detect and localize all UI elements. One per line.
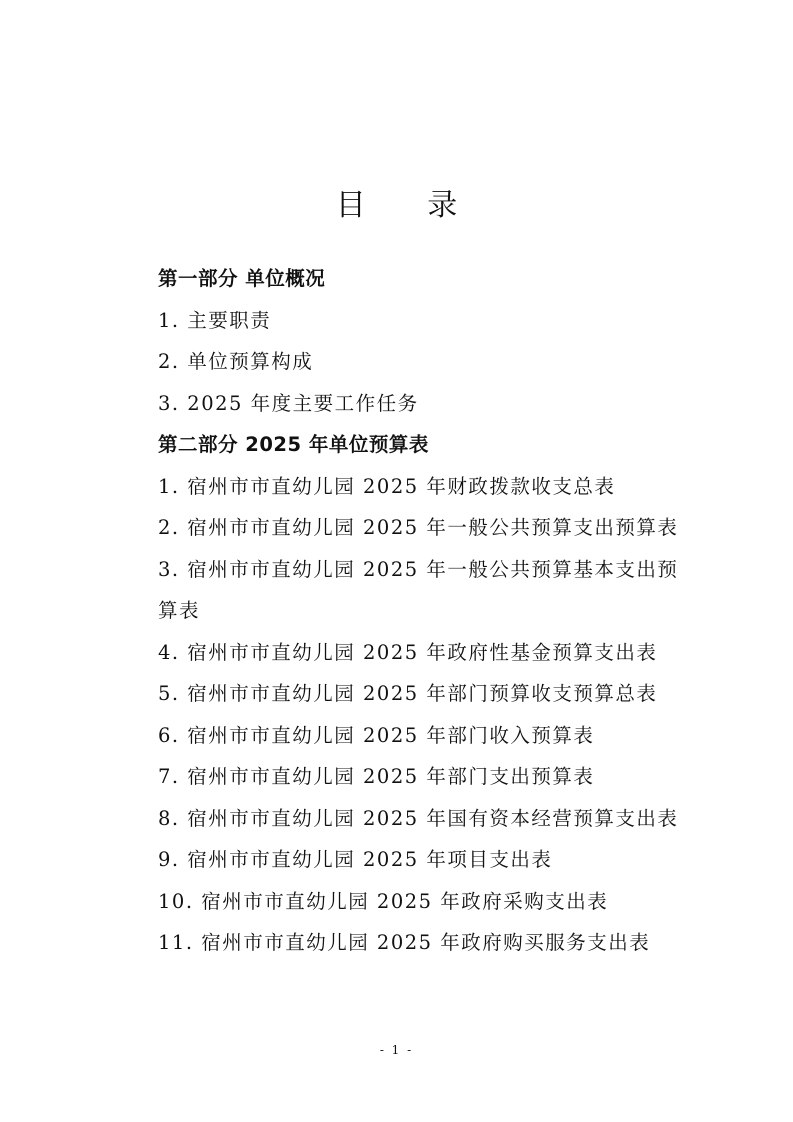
toc-item-budget-composition[interactable]: 2. 单位预算构成 (158, 350, 314, 373)
toc-item-department-budget-summary[interactable]: 5. 宿州市市直幼儿园 2025 年部门预算收支预算总表 (158, 682, 658, 705)
toc-item-fiscal-revenue-expenditure[interactable]: 1. 宿州市市直幼儿园 2025 年财政拨款收支总表 (158, 474, 616, 498)
toc-item-department-revenue[interactable]: 6. 宿州市市直幼儿园 2025 年部门收入预算表 (158, 723, 595, 747)
toc-item-general-public-expenditure[interactable]: 2. 宿州市市直幼儿园 2025 年一般公共预算支出预算表 (158, 516, 679, 539)
toc-item-general-public-basic-expenditure[interactable]: 3. 宿州市市直幼儿园 2025 年一般公共预算基本支出预算表 (158, 557, 679, 622)
toc-part2-heading[interactable]: 第二部分 2025 年单位预算表 (158, 433, 429, 456)
page-title: 目 录 (335, 188, 484, 223)
toc-item-government-procurement[interactable]: 10. 宿州市市直幼儿园 2025 年政府采购支出表 (158, 889, 609, 913)
toc-item-main-tasks[interactable]: 3. 2025 年度主要工作任务 (158, 391, 419, 415)
toc-item-project-expenditure[interactable]: 9. 宿州市市直幼儿园 2025 年项目支出表 (158, 848, 553, 871)
toc-item-duties[interactable]: 1. 主要职责 (158, 308, 272, 332)
toc-item-government-purchased-services[interactable]: 11. 宿州市市直幼儿园 2025 年政府购买服务支出表 (158, 931, 651, 954)
page-number: - 1 - (379, 1043, 414, 1057)
toc-part1-heading[interactable]: 第一部分 单位概况 (158, 267, 326, 290)
table-of-contents (158, 258, 688, 964)
toc-item-government-fund-expenditure[interactable]: 4. 宿州市市直幼儿园 2025 年政府性基金预算支出表 (158, 640, 658, 664)
toc-item-department-expenditure[interactable]: 7. 宿州市市直幼儿园 2025 年部门支出预算表 (158, 765, 595, 788)
toc-item-state-capital-expenditure[interactable]: 8. 宿州市市直幼儿园 2025 年国有资本经营预算支出表 (158, 806, 679, 830)
